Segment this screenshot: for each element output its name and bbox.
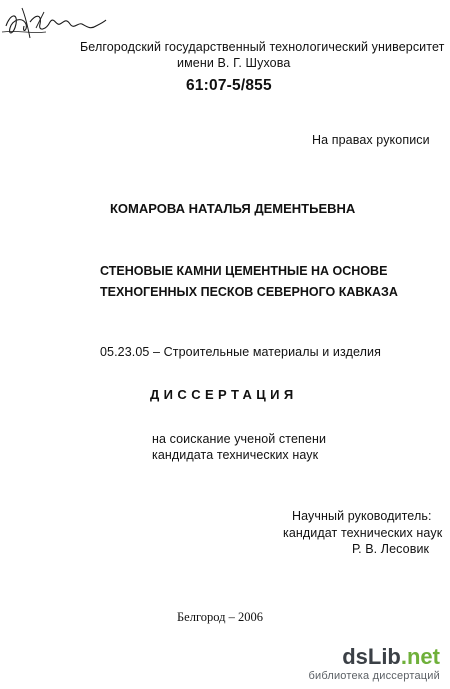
logo-text-main: dsLib [342, 644, 401, 669]
logo-text-domain: .net [400, 644, 440, 669]
dissertation-title-line2: ТЕХНОГЕННЫХ ПЕСКОВ СЕВЕРНОГО КАВКАЗА [100, 285, 398, 299]
degree-line1: на соискание ученой степени [152, 432, 327, 446]
logo-subtitle: библиотека диссертаций [308, 670, 440, 682]
dslib-watermark[interactable] [240, 644, 440, 686]
dslib-logo[interactable] [342, 644, 440, 670]
university-name-line2: имени В. Г. Шухова [177, 56, 291, 70]
document-code: 61:07-5/855 [186, 77, 272, 94]
handwritten-signature [0, 0, 110, 42]
degree-line2: кандидата технических наук [152, 448, 319, 462]
supervisor-title: кандидат технических наук [283, 526, 443, 540]
document-type-heading: ДИССЕРТАЦИЯ [150, 387, 298, 402]
city-year: Белгород – 2006 [177, 610, 264, 624]
university-name-line1: Белгородский государственный технологический университет [80, 40, 445, 54]
specialty-code: 05.23.05 – Строительные материалы и изделия [100, 345, 381, 359]
author-name: КОМАРОВА НАТАЛЬЯ ДЕМЕНТЬЕВНА [110, 201, 356, 216]
rights-note: На правах рукописи [312, 133, 430, 147]
dissertation-title-line1: СТЕНОВЫЕ КАМНИ ЦЕМЕНТНЫЕ НА ОСНОВЕ [100, 264, 388, 278]
supervisor-name: Р. В. Лесовик [352, 542, 430, 556]
supervisor-label: Научный руководитель: [292, 509, 432, 523]
